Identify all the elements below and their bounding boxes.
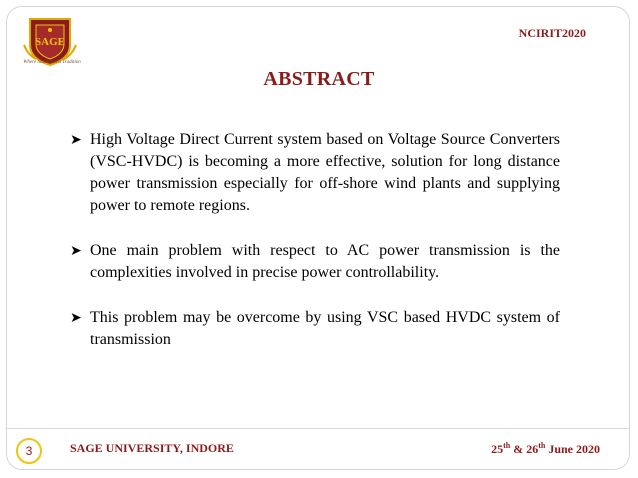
bullet-item <box>70 307 560 351</box>
arrow-bullet-icon: ➤ <box>70 243 82 259</box>
bullet-item <box>70 129 560 217</box>
bullet-text: High Voltage Direct Current system based on Voltage Source Converters (VSC-HVDC) is becoming a more effective, solution for long distance power transmission especially for off-shore wind plants and supplying power to remote regions. <box>90 131 560 214</box>
bullet-item <box>70 240 560 284</box>
bullet-text: This problem may be overcome by using VSC based HVDC system of transmission <box>90 309 560 348</box>
page-number-badge: 3 <box>16 438 42 464</box>
logo-text: SAGE <box>35 36 65 48</box>
date-month-year: June 2020 <box>545 442 600 456</box>
date-suffix-2: th <box>538 441 546 450</box>
footer-university: SAGE UNIVERSITY, INDORE <box>70 441 234 455</box>
date-day-1: 25 <box>491 442 504 456</box>
bullet-text: One main problem with respect to AC power transmission is the complexities involved in precise power controllability. <box>90 242 560 281</box>
slide-title: ABSTRACT <box>263 68 375 90</box>
bullet-list <box>70 129 560 374</box>
arrow-bullet-icon: ➤ <box>70 132 82 148</box>
date-amp: & <box>510 442 527 456</box>
date-suffix-1: th <box>503 441 511 450</box>
footer-date <box>491 441 600 457</box>
conference-label: NCIRIT2020 <box>518 26 586 40</box>
arrow-bullet-icon: ➤ <box>70 310 82 326</box>
footer-divider <box>6 428 630 429</box>
logo-motto: Where Science is a Tradition <box>23 60 81 65</box>
date-day-2: 26 <box>526 442 539 456</box>
